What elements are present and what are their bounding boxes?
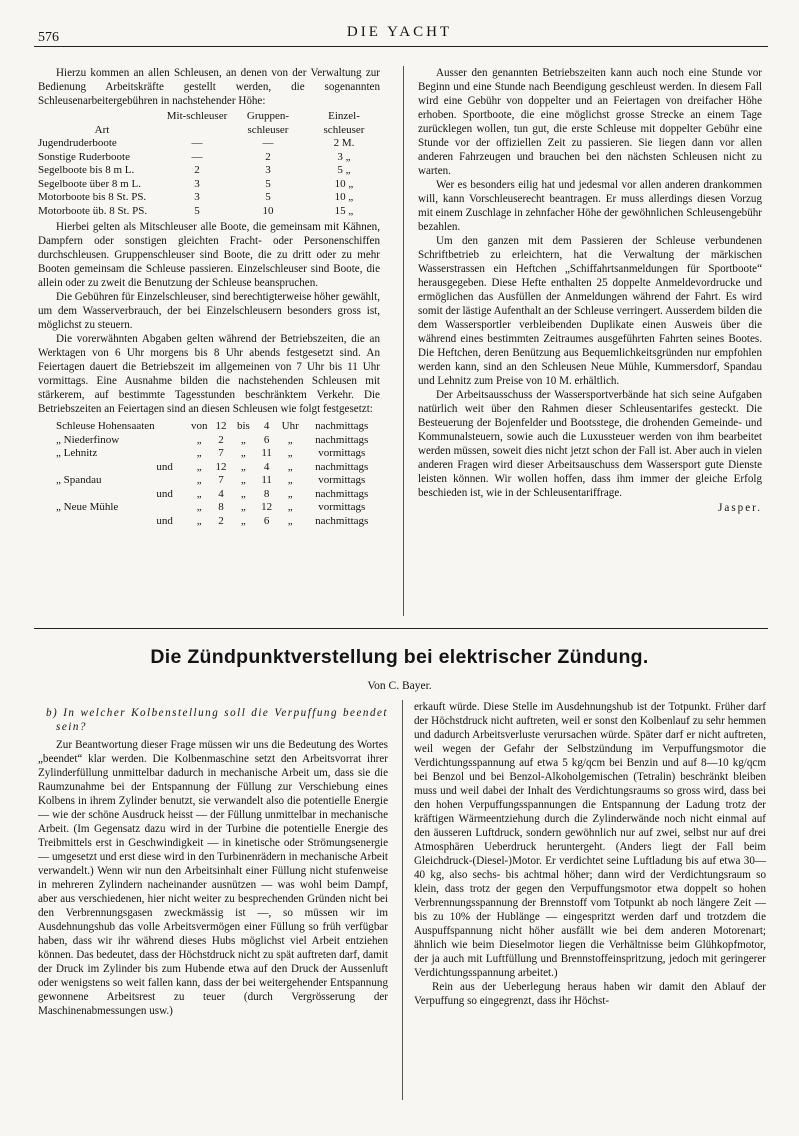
hours-table-cell: „ bbox=[287, 501, 293, 513]
hours-table-cell: nachmittags bbox=[315, 460, 369, 473]
hours-table-cell: „ bbox=[287, 514, 293, 527]
hours-table-row bbox=[56, 447, 380, 461]
fees-table-row bbox=[38, 164, 380, 178]
hours-table-cell: 12 bbox=[215, 420, 227, 432]
article-column-divider bbox=[402, 700, 403, 1100]
fees-table-cell: 10 „ bbox=[334, 177, 354, 190]
hours-table-cell: und bbox=[156, 487, 173, 500]
hours-table-cell: 6 bbox=[263, 514, 270, 527]
article-right-column bbox=[414, 700, 766, 1008]
fees-table-cell: — bbox=[262, 137, 274, 149]
fees-table-row bbox=[38, 178, 380, 192]
article-title: Die Zündpunktverstellung bei elektrischer Zündung. bbox=[150, 646, 649, 668]
hours-table-row bbox=[56, 501, 380, 515]
intro-paragraph: Hierzu kommen an allen Schleusen, an denen von der Verwaltung zur Bedienung Arbeitskräfte gestellt werden, die sogenannten Schleusenarbeitergebühren in nachstehender Höhe: bbox=[38, 67, 380, 107]
fees-table-cell: — bbox=[191, 150, 203, 163]
fees-table-header bbox=[38, 110, 380, 137]
column-divider bbox=[403, 66, 404, 616]
header-rule bbox=[34, 46, 768, 47]
hours-table-cell: 8 bbox=[218, 501, 224, 513]
hours-table-cell: 11 bbox=[261, 447, 272, 459]
fees-header-mit: Mit-schleuser bbox=[166, 110, 228, 122]
fees-table-row bbox=[38, 205, 380, 219]
hours-table-cell: „ bbox=[287, 460, 293, 473]
hours-table-cell: und bbox=[156, 460, 173, 473]
hours-table-cell: und bbox=[156, 514, 173, 527]
hours-table-row bbox=[56, 488, 380, 502]
fees-table-cell: 2 bbox=[265, 150, 271, 163]
hours-table bbox=[56, 420, 380, 528]
hours-table-cell: von bbox=[190, 420, 208, 432]
hours-table-cell: Schleuse Hohensaaten bbox=[56, 420, 155, 432]
fees-table-row bbox=[38, 191, 380, 205]
fees-table-cell: 3 bbox=[194, 177, 200, 190]
hours-table-cell: 4 bbox=[263, 460, 270, 473]
hours-table-cell: „ bbox=[240, 460, 246, 473]
hours-table-cell: vormittags bbox=[318, 501, 366, 513]
hours-table-cell: nachmittags bbox=[315, 487, 369, 500]
hours-table-cell: nachmittags bbox=[315, 514, 369, 527]
fees-table-cell: 10 bbox=[262, 204, 274, 217]
hours-table-cell: „ Lehnitz bbox=[56, 447, 98, 459]
hours-table-cell: „ bbox=[240, 514, 246, 527]
article-left-paragraph: Zur Beantwortung dieser Frage müssen wir uns die Bedeutung des Wortes „beendet“ klar werden. Die Kolbenmaschine setzt den Arbeitsvorrat ihrer Zylinderfüllung unmittelbar dadurch in mechanische Arbeit um, dass sie die Raumzunahme bei der Entspannung der Füllung zur Verschiebung eines Kolbens in ihrem Zylinder benutzt, sie verwandelt also die potentielle Energie — wie der schöne Ausdruck heisst — der Füllung unmittelbar in mechanische Arbeit. (Im Gegensatz dazu wird in der Turbine die potentielle Energie des Treibmittels erst in Geschwindigkeit — in kinetische oder Strömungsenergie — umgesetzt und erst diese wird in den Turbinenrädern in mechanische Arbeit verwandelt.) Wenn wir nun den Arbeitsinhalt einer Füllung nicht stufenweise in mehreren Zylindern nacheinander ausnützen — was wohl beim Dampf, aber aus verschiedenen, hier nicht weiter zu besprechenden Gründen nicht bei den Verbrennungsgasen zweckmässig ist —, so müssen wir im Ausdehnungshub das volle Arbeitsvermögen einer Füllung so früh verfügbar haben, dass wir ihr während dieses Hubs möglichst viel Arbeit entziehen können. Das bedeutet, dass der Höchstdruck nicht zu spät auftreten darf, damit der Druck im Zylinder bis zum Hubende etwa auf den Druck der Aussenluft oder wenigstens so weit fallen kann, dass der bei weitergehender Entspannung gewonnene Arbeitsrest zu teuer (durch Vergrösserung der Maschinenabmessungen usw.) bbox=[38, 739, 388, 1017]
hours-table-cell: 2 bbox=[218, 514, 224, 527]
article-right-paragraph: erkauft würde. Diese Stelle im Ausdehnungshub ist der Totpunkt. Früher darf der Höchstdruck nicht auftreten, weil er sonst den Kolbenlauf zu sehr hemmen und dadurch Arbeitsverluste verursachen würde. Später darf er nicht auftreten, weil wegen der Gefahr der Selbstzündung im Verpuffungsmotor die Verdichtungsspannung auf etwa 5 kg/qcm bei Benzin und auf 8—10 kg/qcm bei Benzol und bei Benzol-Alkoholgemischen (Tetralin) beschränkt bleiben muss und weil dabei der Inhalt des Verdichtungsraums so gross wird, dass bei den hohen Verpuffungsspannungen die Entspannung der Ladung trotz der kräftigen Wärmeentziehung durch die Zylinderwände noch nicht einmal auf den äusseren Luftdruck, sondern gewöhnlich nur auf zwei, selbst nur auf drei Atmosphären Ueberdruck heruntergeht. (Anders liegt der Fall beim Gleichdruck-(Diesel-)Motor. Er verdichtet seine Luftladung bis auf etwa 30—40 kg, also sechs- bis achtmal höher; dann wird der Verdichtungsraum so klein, dass trotz der gegen den Verpuffungsmotor etwa doppelt so hohen Verbrennungsspannung der Brennstoff vom Totpunkt ab noch längere Zeit — bis zu 10% der Hublänge — eingespritzt werden darf und trotzdem die Auspuffspannung nicht höher ausfällt wie bei dem anderen Motorenart; ähnlich wie beim Dieselmotor liegen die Verhältnisse beim Glühkopfmotor, der ja auch mit Luftfüllung und Brennstoffeinspritzung, jedoch mit geringerer Verdichtungsspannung arbeitet.) bbox=[414, 701, 766, 979]
fees-header-gruppen: Gruppen-schleuser bbox=[246, 110, 290, 136]
mitschleuser-paragraph: Hierbei gelten als Mitschleuser alle Boote, die gemeinsam mit Kähnen, Dampfern oder sonstigen gleichten Fracht- oder Personenschiffen durchschleusen. Gruppenschleuser sind Boote, die zu dritt oder zu mehr Booten gemeinsam die Schleuse passieren. Einzelschleuser sind Boote, die allein oder zu zweit die Benutzung der Schleuse beanspruchen. bbox=[38, 221, 380, 289]
section-rule bbox=[34, 628, 768, 629]
hours-table-cell: 2 bbox=[218, 433, 224, 446]
hours-table-cell: „ bbox=[196, 433, 202, 446]
hours-table-cell: Uhr bbox=[281, 420, 299, 432]
fees-table-cell: 3 bbox=[194, 191, 200, 203]
fees-table-cell: 3 bbox=[265, 164, 271, 176]
hours-table-cell: „ bbox=[240, 501, 246, 513]
fees-table-cell: 5 „ bbox=[337, 164, 351, 176]
hours-table-cell: „ bbox=[240, 447, 246, 459]
hours-table-cell: „ bbox=[287, 487, 293, 500]
hours-table-cell: „ bbox=[240, 487, 246, 500]
hours-table-cell: „ bbox=[196, 501, 202, 513]
fees-table-cell: 5 bbox=[265, 177, 271, 190]
fees-table-cell: 5 bbox=[194, 204, 200, 217]
hours-table-row bbox=[56, 474, 380, 488]
arbeitsausschuss-paragraph: Der Arbeitsausschuss der Wassersportverbände hat sich seine Aufgaben natürlich weit über den Rahmen dieser Schleusentarifes gesteckt. Die Besteuerung der Bojenfelder und Bootsstege, die drohenden Gemeinde- und Kommunalsteuern, sowie auch die Luxussteuer werden von ihm bearbeitet werden müssen, soweit dies nicht jetzt schon der Fall ist. Aber auch in vielen anderen Fragen wird dieser Arbeitsauschuss dem Wassersport gute Dienste leisten können. Wir wollen hoffen, dass ihm immer der gleiche Erfolg beschieden ist, wie in der Schleusentariffrage. bbox=[418, 389, 762, 499]
hours-table-row bbox=[56, 434, 380, 448]
fees-table-cell: 15 „ bbox=[334, 204, 354, 217]
running-header: DIE YACHT bbox=[346, 24, 453, 40]
hours-table-cell: „ bbox=[196, 487, 202, 500]
vorschleuserecht-paragraph: Wer es besonders eilig hat und jedesmal vor allen anderen drankommen will, kann Vorschleuserecht beantragen. Er muss allerdings diesen Vorzug mit einem Zuschlage in zehnfacher Höhe der gewöhnlichen Schleusengebühr bezahlen. bbox=[418, 179, 762, 233]
hours-table-row bbox=[56, 461, 380, 475]
fees-header-einzel: Einzel-schleuser bbox=[323, 110, 365, 136]
hours-table-cell: „ bbox=[196, 460, 202, 473]
hours-table-cell: 7 bbox=[218, 447, 224, 459]
fees-table-cell: Jugendruderboote bbox=[38, 137, 117, 149]
top-right-column bbox=[418, 66, 762, 515]
betriebszeiten-extra-paragraph: Ausser den genannten Betriebszeiten kann auch noch eine Stunde vor Beginn und eine Stunde nach Beendigung geschleust werden. In diesem Fall wird eine Gebühr von doppelter und an Feiertagen von dreifacher Höhe erhoben. Sportboote, die eine möglichst grosse Strecke an einem Tage zurücklegen wollen, tun gut, die erste Schleuse mit doppelter Gebühr eine Stunde vor der offiziellen Zeit zu passieren. Sie liegen dann vor allen anderen Fahrzeugen und brauchen bei den nächsten Schleusen nicht zu warten. bbox=[418, 67, 762, 177]
fees-table-cell: 3 „ bbox=[337, 150, 351, 163]
betriebszeiten-paragraph: Die vorerwähnten Abgaben gelten während der Betriebszeiten, die an Werktagen von 6 Uhr morgens bis 8 Uhr abends festgesetzt sind. An Feiertagen dauert die Betriebszeit im allgemeinen von 7 Uhr bis 11 Uhr vormittags. Eine Ausnahme bilden die nachstehenden Schleusen mit stärkerem, auf bestimmte Tagesstunden beschränktem Verkehr. Die Betriebszeiten an Feiertagen sind an diesen Schleusen wie folgt festgesetzt: bbox=[38, 333, 380, 415]
hours-table-cell: nachmittags bbox=[315, 433, 369, 446]
hours-table-cell: „ Niederfinow bbox=[56, 433, 120, 446]
fees-header-art: Art bbox=[94, 123, 110, 136]
hours-table-cell: „ bbox=[287, 474, 293, 486]
fees-table-cell: 2 M. bbox=[333, 137, 355, 149]
hours-table-cell: „ bbox=[196, 447, 202, 459]
hours-table-cell: 6 bbox=[263, 433, 270, 446]
page-number: 576 bbox=[38, 30, 59, 45]
hours-table-cell: 12 bbox=[215, 460, 227, 473]
fees-table-cell: Sonstige Ruderboote bbox=[38, 150, 130, 163]
fees-table-row bbox=[38, 151, 380, 165]
article-right-paragraph-2: Rein aus der Ueberlegung heraus haben wir damit den Ablauf der Verpuffung so eingegrenzt, dass ihr Höchst- bbox=[414, 981, 766, 1007]
article-byline: Von C. Bayer. bbox=[367, 680, 432, 692]
hours-table-cell: 4 bbox=[218, 487, 224, 500]
hours-table-cell: „ bbox=[240, 433, 246, 446]
hours-table-cell: „ Spandau bbox=[56, 474, 102, 486]
hours-table-cell: 7 bbox=[218, 474, 224, 486]
fees-table-cell: Segelboote bis 8 m L. bbox=[38, 164, 135, 176]
hours-table-cell: 11 bbox=[261, 474, 272, 486]
fees-table-cell: 5 bbox=[265, 191, 271, 203]
hours-table-cell: „ bbox=[287, 433, 293, 446]
hours-table-cell: vormittags bbox=[318, 447, 366, 459]
hours-table-cell: 8 bbox=[263, 487, 270, 500]
heftchen-paragraph: Um den ganzen mit dem Passieren der Schleuse verbundenen Schriftbetrieb zu erleichtern, hat die Verwaltung der märkischen Wasserstrassen ein Heftchen „Schiffahrtsanmeldungen für Sportboote“ herausgegeben. Diese Hefte enthalten 25 doppelte Anmeldevordrucke und ermöglichen das Ausfüllen der Anmeldungen während der Fahrt. Es wird somit der lästige Aufenthalt an der Schleuse verringert. Ausserdem bilden die dem Wassersportler verbleibenden Duplikate einen Ausweis über die während eines bestimmten Zeitraumes ausgeführten Fahrten seines Bootes. Die Heftchen, deren Benützung aus Bequemlichkeitsgründen nur empfohlen werden kann, sind an den Schleusen Neue Mühle, Kummersdorf, Spandau und Lehnitz zum Preise von 10 M. erhältlich. bbox=[418, 235, 762, 387]
fees-table-row bbox=[38, 137, 380, 151]
article-left-column bbox=[38, 706, 388, 1018]
author-signature: Jasper. bbox=[718, 502, 762, 514]
top-left-column bbox=[38, 66, 380, 528]
fees-table-cell: Motorboote bis 8 St. PS. bbox=[38, 191, 147, 203]
hours-table-cell: 12 bbox=[261, 501, 273, 513]
hours-table-cell: nachmittags bbox=[315, 420, 369, 432]
article-subheading: b) In welcher Kolbenstellung soll die Verpuffung beendet sein? bbox=[46, 707, 388, 733]
hours-table-cell: „ bbox=[196, 514, 202, 527]
hours-table-cell: „ bbox=[287, 447, 293, 459]
hours-table-row bbox=[56, 420, 380, 434]
fees-table-cell: 2 bbox=[194, 164, 200, 176]
fees-table bbox=[38, 110, 380, 218]
hours-table-cell: „ bbox=[196, 474, 202, 486]
hours-table-cell: vormittags bbox=[318, 474, 366, 486]
hours-table-cell: „ Neue Mühle bbox=[56, 501, 119, 513]
fees-table-cell: — bbox=[191, 137, 203, 149]
hours-table-cell: 4 bbox=[263, 420, 270, 432]
fees-table-cell: 10 „ bbox=[334, 191, 354, 203]
einzelschleuser-paragraph: Die Gebühren für Einzelschleuser, sind berechtigterweise höher gewählt, um dem Wasserverbrauch, der bei Einzelschleusern besonders gross ist, möglichst zu steuern. bbox=[38, 291, 380, 331]
hours-table-cell: bis bbox=[236, 420, 250, 432]
fees-table-cell: Segelboote über 8 m L. bbox=[38, 177, 141, 190]
hours-table-cell: „ bbox=[240, 474, 246, 486]
fees-table-cell: Motorboote üb. 8 St. PS. bbox=[38, 204, 148, 217]
hours-table-row bbox=[56, 515, 380, 529]
